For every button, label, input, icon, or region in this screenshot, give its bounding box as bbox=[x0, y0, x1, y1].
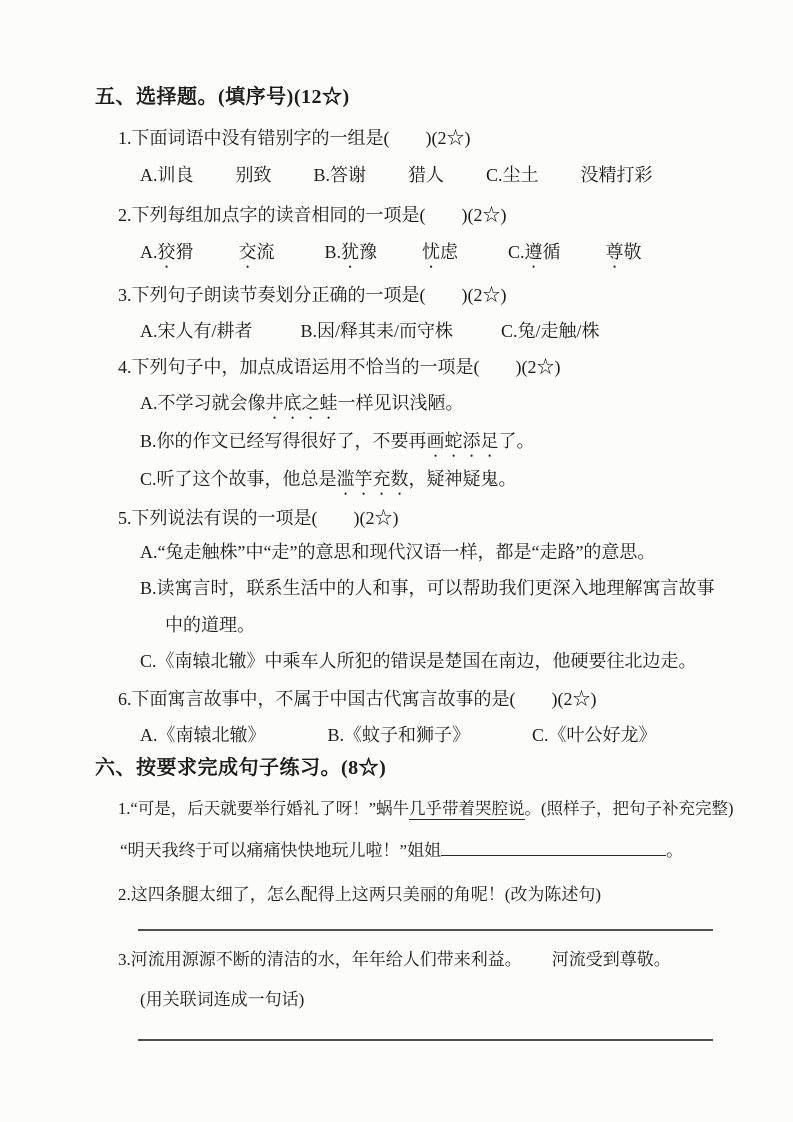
s6-q1-line2 bbox=[120, 840, 683, 862]
s5-q2-stem: 2.下列每组加点字的读音相同的一项是( )(2☆) bbox=[118, 205, 507, 225]
dotted-char: 遵 bbox=[524, 242, 543, 262]
sentence-pre: C.听了这个故事，他总是 bbox=[140, 469, 337, 489]
s5-q3-option-a: A.宋人有/耕者 bbox=[140, 321, 253, 341]
word-rest: 流 bbox=[256, 242, 275, 262]
s5-q1-option-c-word2: 没精打彩 bbox=[580, 165, 653, 185]
sentence-pre: “明天我终于可以痛痛快快地玩儿啦！”姐姐 bbox=[120, 841, 442, 860]
s5-q5-option-c: C.《南辕北辙》中乘车人所犯的错误是楚国在南边，他硬要往北边走。 bbox=[140, 651, 697, 671]
option-label: B. bbox=[324, 242, 342, 262]
word-rest: 虑 bbox=[440, 242, 459, 262]
dotted-char: 交 bbox=[238, 242, 257, 262]
answer-line bbox=[138, 1039, 713, 1041]
dotted-char: 尊 bbox=[605, 242, 624, 262]
s5-q2-options bbox=[140, 241, 642, 272]
section5-title: 五、选择题。(填序号)(12☆) bbox=[95, 86, 350, 108]
s5-q6-stem: 6.下面寓言故事中，不属于中国古代寓言故事的是( )(2☆) bbox=[118, 689, 597, 709]
s5-q2-option-a bbox=[140, 241, 275, 272]
fill-in-blank bbox=[441, 841, 666, 856]
s6-q3-note: (用关联词连成一句话) bbox=[140, 990, 305, 1009]
s5-q6-option-c: C.《叶公好龙》 bbox=[532, 725, 657, 745]
sentence-pre: A.不学习就会像 bbox=[140, 393, 266, 413]
s5-q5-option-b-line2: 中的道理。 bbox=[165, 615, 255, 635]
s5-q1-option-b-word2: 猎人 bbox=[408, 165, 445, 185]
dotted-idiom: 画蛇添足 bbox=[426, 431, 499, 451]
sentence-end: 。 bbox=[666, 841, 684, 860]
sentence-post: 一样见识浅陋。 bbox=[337, 393, 464, 413]
s6-q2-stem: 2.这四条腿太细了，怎么配得上这两只美丽的角呢！(改为陈述句) bbox=[118, 885, 602, 904]
sentence-two: 河流受到尊敬。 bbox=[551, 950, 671, 969]
dotted-char: 狡 bbox=[157, 242, 176, 262]
answer-line bbox=[138, 929, 713, 931]
s5-q3-options bbox=[140, 320, 600, 343]
s5-q5-stem: 5.下列说法有误的一项是( )(2☆) bbox=[118, 508, 399, 528]
option-label: A. bbox=[140, 242, 158, 262]
s5-q3-option-c: C.兔/走触/株 bbox=[501, 321, 600, 341]
sentence-pre: B.你的作文已经写得很好了，不要再 bbox=[140, 431, 427, 451]
dotted-char: 忧 bbox=[422, 242, 441, 262]
sentence-post: 。(照样子，把句子补充完整) bbox=[524, 799, 734, 818]
s6-q3-line1 bbox=[118, 949, 671, 971]
s5-q4-option-b bbox=[140, 430, 535, 461]
s5-q3-option-b: B.因/释其耒/而守株 bbox=[300, 321, 454, 341]
s5-q3-stem: 3.下列句子朗读节奏划分正确的一项是( )(2☆) bbox=[118, 285, 507, 305]
s5-q1-stem: 1.下面词语中没有错别字的一组是( )(2☆) bbox=[118, 128, 471, 148]
s5-q1-option-a: A.训良 bbox=[140, 165, 194, 185]
dotted-char: 犹 bbox=[341, 242, 360, 262]
dotted-idiom: 井底之蛙 bbox=[265, 393, 338, 413]
s5-q4-option-a bbox=[140, 392, 464, 423]
s5-q2-option-b bbox=[325, 241, 459, 272]
s5-q1-option-a-word2: 别致 bbox=[235, 165, 272, 185]
s5-q5-option-a: A.“兔走触株”中“走”的意思和现代汉语一样，都是“走路”的意思。 bbox=[140, 542, 656, 562]
word-rest: 循 bbox=[542, 242, 561, 262]
s5-q4-option-c bbox=[140, 468, 517, 499]
s5-q1-option-c: C.尘土 bbox=[486, 165, 539, 185]
s5-q6-options bbox=[140, 724, 657, 747]
sentence-post: 了。 bbox=[498, 431, 535, 451]
s6-q1-line1 bbox=[118, 798, 734, 819]
underlined-phrase: 几乎带着哭腔说 bbox=[409, 799, 525, 818]
word-rest: 豫 bbox=[359, 242, 378, 262]
sentence-one: 3.河流用源源不断的清洁的水，年年给人们带来利益。 bbox=[118, 950, 522, 969]
s5-q4-stem: 4.下列句子中，加点成语运用不恰当的一项是( )(2☆) bbox=[118, 357, 561, 377]
word-rest: 敬 bbox=[623, 242, 642, 262]
s5-q6-option-a: A.《南辕北辙》 bbox=[140, 725, 266, 745]
s5-q1-options bbox=[140, 164, 653, 187]
sentence-pre: 1.“可是，后天就要举行婚礼了呀！”蜗牛 bbox=[118, 799, 410, 818]
sentence-post: ，疑神疑鬼。 bbox=[408, 469, 517, 489]
section6-title: 六、按要求完成句子练习。(8☆) bbox=[95, 757, 387, 779]
option-label: C. bbox=[508, 242, 525, 262]
s5-q5-option-b-line1: B.读寓言时，联系生活中的人和事，可以帮助我们更深入地理解寓言故事 bbox=[140, 578, 715, 598]
s5-q6-option-b: B.《蚊子和狮子》 bbox=[327, 725, 471, 745]
s5-q1-option-b: B.答谢 bbox=[313, 165, 367, 185]
dotted-idiom: 滥竽充数 bbox=[336, 469, 409, 489]
s5-q2-option-c bbox=[508, 241, 642, 272]
word-rest: 猾 bbox=[175, 242, 194, 262]
